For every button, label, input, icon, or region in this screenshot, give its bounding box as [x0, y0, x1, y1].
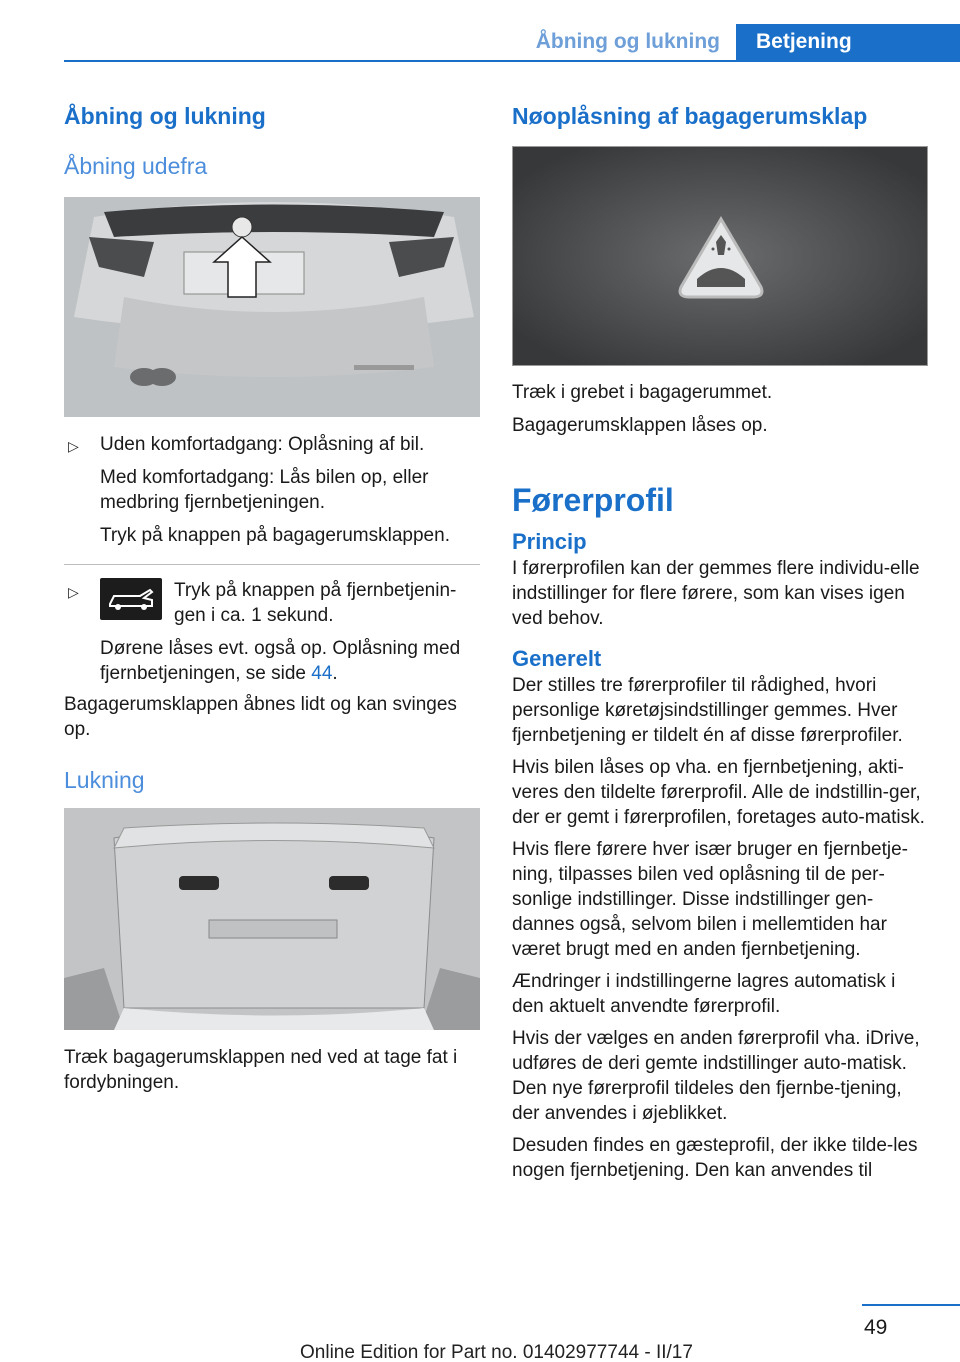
general-text-3: Hvis flere førere hver især bruger en fjernbetje-ning, tilpasses bilen ved oplåsning til de per-sonlige indstillinger. Disse indstillinger gen-dannes også, selvom bilen i mellemtiden har været brugt med en anden fjernbetjening.: [512, 839, 908, 960]
bullet1-line2: Med komfortadgang: Lås bilen op, eller medbring fjernbetjeningen.: [100, 467, 429, 513]
open-trunk-figure: [64, 808, 480, 1030]
principle-heading: Princip: [512, 529, 587, 554]
bullet1-line3: Tryk på knappen på bagagerumsklappen.: [100, 525, 450, 546]
subsection-closing: Lukning: [64, 767, 145, 793]
driver-profile-title: Førerprofil: [512, 482, 674, 518]
right-column: [512, 100, 928, 1183]
bullet2-line2-end: .: [332, 663, 338, 684]
emergency-handle-figure: [512, 146, 928, 366]
general-text-1: Der stilles tre førerprofiler til rådighed, hvori personlige køretøjsindstillinger gemmes. Hver fjernbetjening er tildelt én af disse førerprofiler.: [512, 675, 903, 746]
page-number: 49: [864, 1316, 888, 1339]
bullet-item-2: [64, 578, 480, 686]
bullet2-line2-text: Dørene låses evt. også op. Oplåsning med fjernbetjeningen, se side: [100, 638, 461, 684]
footer-rule: [862, 1304, 960, 1306]
subsection-open-outside: Åbning udefra: [64, 153, 208, 179]
bullet1-line1: Uden komfortadgang: Oplåsning af bil.: [100, 434, 425, 455]
para-unlocked: Bagagerumsklappen låses op.: [512, 415, 768, 436]
general-text-2: Hvis bilen låses op vha. en fjernbetjening, akti-veres den tildelte førerprofil. Alle de indstillin-ger, der er gemt i førerprofilen, foretages auto-matisk.: [512, 757, 925, 828]
para-close: Træk bagagerumsklappen ned ved at tage fat i fordybningen.: [64, 1047, 458, 1093]
para-opens: Bagagerumsklappen åbnes lidt og kan svinges op.: [64, 694, 457, 740]
header-section-title: Åbning og lukning: [535, 30, 720, 53]
section-title: Åbning og lukning: [64, 103, 266, 129]
bullet-item-1: [64, 432, 480, 548]
edition-note: Online Edition for Part no. 01402977744 - II/17: [300, 1342, 693, 1362]
para-pull-handle: Træk i grebet i bagagerummet.: [512, 382, 773, 403]
bullet-triangle-icon: ▷: [68, 438, 79, 454]
header-chapter-tab[interactable]: Betjening: [736, 24, 960, 62]
page-reference-link[interactable]: 44: [311, 663, 333, 684]
bullet2-line2: [100, 636, 480, 686]
general-text-6: Desuden findes en gæsteprofil, der ikke tilde-les nogen fjernbetjening. Den kan anvendes til: [512, 1135, 918, 1181]
bullet-separator: [64, 564, 480, 565]
general-text-5: Hvis der vælges en anden førerprofil vha. iDrive, udføres de deri gemte indstillinger auto-matisk. Den nye førerprofil tildeles den fjernbe-tjening, der anvendes i øjeblikket.: [512, 1028, 920, 1124]
bullet-triangle-icon: ▷: [68, 584, 79, 600]
header-rule: [64, 60, 960, 62]
general-heading: Generelt: [512, 646, 602, 671]
trunk-rear-figure: [64, 197, 480, 417]
trunk-remote-button-icon: [100, 578, 162, 620]
principle-text: I førerprofilen kan der gemmes flere individu-elle indstillinger for flere førere, som kan vises igen ved behov.: [512, 558, 920, 629]
left-column: [64, 100, 480, 1095]
bullet2-line1: Tryk på knappen på fjernbetjenin-gen i ca. 1 sekund.: [174, 580, 457, 626]
emergency-release-title: Nøoplåsning af bagagerumsklap: [512, 103, 868, 129]
general-text-4: Ændringer i indstillingerne lagres automatisk i den aktuelt anvendte førerprofil.: [512, 971, 896, 1017]
